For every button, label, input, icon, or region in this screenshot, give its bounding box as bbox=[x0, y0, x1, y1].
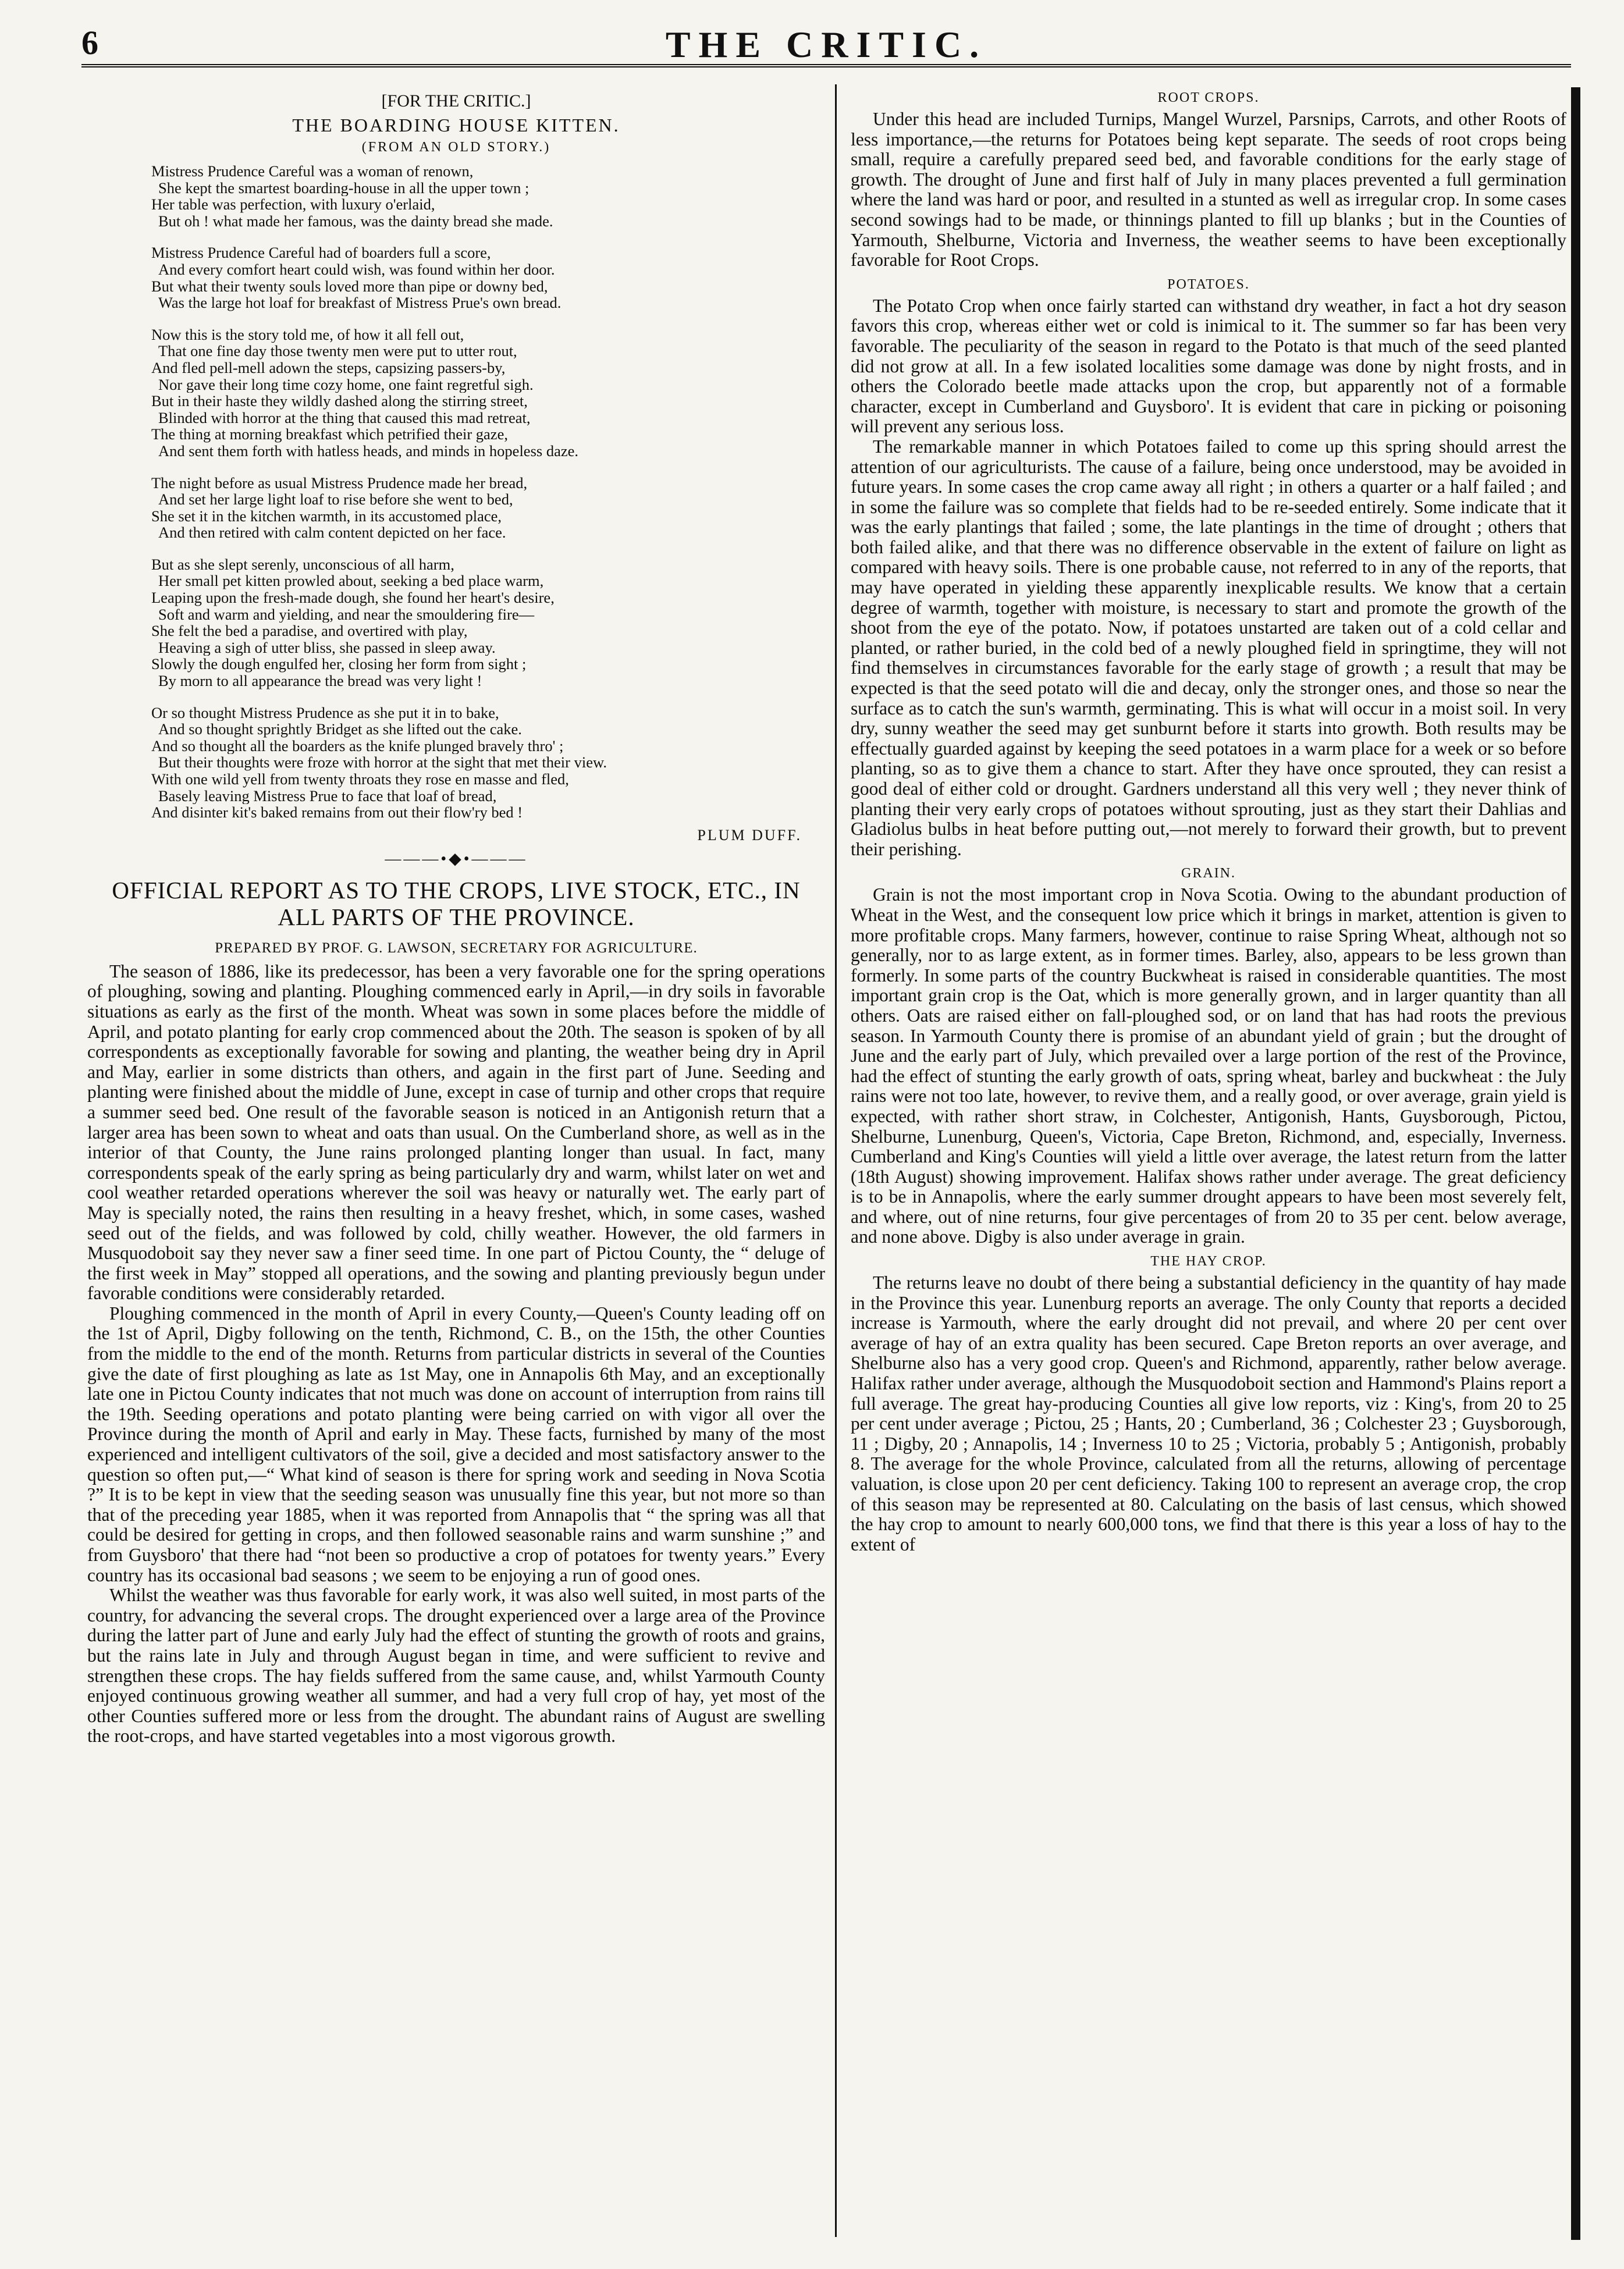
section-heading-root-crops: ROOT CROPS. bbox=[1157, 90, 1260, 105]
poem-line: But oh ! what made her famous, was the dainty bread she made. bbox=[158, 212, 553, 230]
poem-line: The thing at morning breakfast which petrified their gaze, bbox=[151, 426, 508, 443]
poem-line: Slowly the dough engulfed her, closing her form from sight ; bbox=[151, 656, 527, 673]
masthead: THE CRITIC. bbox=[665, 24, 987, 65]
section-ornament: ———•◆•——— bbox=[385, 849, 528, 868]
poem-line: But as she slept serenly, unconscious of all harm, bbox=[151, 556, 454, 573]
poem-line: Or so thought Mistress Prudence as she put it in to bake, bbox=[151, 704, 499, 721]
poem-line: And every comfort heart could wish, was found within her door. bbox=[158, 261, 555, 278]
poem-line: And set her large light loaf to rise before she went to bed, bbox=[158, 491, 513, 508]
page-number: 6 bbox=[81, 24, 98, 62]
poem-line: And fled pell-mell adown the steps, capsizing passers-by, bbox=[151, 359, 506, 376]
poem-line: And sent them forth with hatless heads, and minds in hopeless daze. bbox=[158, 442, 578, 460]
poem-line: That one fine day those twenty men were put to utter rout, bbox=[158, 343, 517, 360]
poem-line: Leaping upon the fresh-made dough, she found her heart's desire, bbox=[151, 589, 555, 606]
poem-line: Was the large hot loaf for breakfast of Mistress Prue's own bread. bbox=[158, 294, 562, 311]
poem-line: She set it in the kitchen warmth, in its accustomed place, bbox=[151, 507, 502, 525]
poem-line: But in their haste they wildly dashed along the stirring street, bbox=[151, 393, 528, 410]
binding-edge bbox=[1571, 87, 1580, 2240]
poem-stanza bbox=[151, 705, 825, 821]
poem-line: Basely leaving Mistress Prue to face that loaf of bread, bbox=[158, 787, 497, 805]
page-header bbox=[81, 23, 1571, 64]
header-rule bbox=[81, 64, 1571, 67]
section-heading-hay: THE HAY CROP. bbox=[1150, 1254, 1267, 1269]
poem-stanza bbox=[151, 475, 825, 541]
poem-for-line: [FOR THE CRITIC.] bbox=[381, 91, 531, 111]
poem-stanza bbox=[151, 326, 825, 460]
report-paragraph: Whilst the weather was thus favorable for early work, it was also well suited, in most parts of the country, for advancing the several crops. The drought experienced over a large area of the Province during the latter part of June and early July had the effect of stunting the growth of roots and grains, but the rains late in July and through August began in time, and were sufficient to revive and strengthen these crops. The hay fields suffered from the same cause, and, whilst Yarmouth County enjoyed continuous growing weather all summer, and had a very full crop of hay, yet most of the other Counties suffered more or less from the drought. The abundant rains of August are swelling the root-crops, and have started vegetables into a most vigorous growth. bbox=[87, 1585, 825, 1747]
section-heading-grain: GRAIN. bbox=[1181, 866, 1236, 881]
poem-line: Mistress Prudence Careful had of boarders full a score, bbox=[151, 244, 491, 261]
right-column bbox=[851, 87, 1566, 2240]
poem-line: Now this is the story told me, of how it all fell out, bbox=[151, 326, 464, 343]
poem-line: Her table was perfection, with luxury o'erlaid, bbox=[151, 196, 435, 213]
poem-line: And so thought all the boarders as the knife plunged bravely thro' ; bbox=[151, 737, 564, 755]
section-heading-potatoes: POTATOES. bbox=[1167, 276, 1250, 292]
poem-line: Mistress Prudence Careful was a woman of renown, bbox=[151, 163, 474, 180]
poem-stanza bbox=[151, 556, 825, 689]
poem-line: The night before as usual Mistress Prudence made her bread, bbox=[151, 474, 528, 492]
poem-stanza bbox=[151, 163, 825, 229]
poem-body bbox=[87, 163, 825, 821]
poem-signature: PLUM DUFF. bbox=[697, 826, 802, 844]
report-title: OFFICIAL REPORT AS TO THE CROPS, LIVE STOCK, ETC., IN ALL PARTS OF THE PROVINCE. bbox=[112, 876, 801, 930]
report-byline: PREPARED BY PROF. G. LAWSON, SECRETARY FOR AGRICULTURE. bbox=[215, 940, 698, 956]
report-paragraph: The season of 1886, like its predecessor, has been a very favorable one for the spring operations of ploughing, sowing and planting. Ploughing commenced early in April,—in dry soils in favorable situations as early as the first of the month. Wheat was sown in some places before the middle of April, and potato planting for early crop commenced about the 20th. The season is spoken of by all correspondents as exceptionally favorable for sowing and planting, the weather being dry in April and May, earlier in some districts than others, and again in the first part of June. Seeding and planting were finished about the middle of June, except in case of turnip and other crops that require a summer seed bed. One result of the favorable season is noticed in an Antigonish return that a larger area has been sown to wheat and oats than usual. On the Cumberland shore, as well as in the interior of that County, the June rains prolonged planting longer than usual. In fact, many correspondents speak of the early spring as being particularly dry and warm, whilst later on wet and cool weather retarded operations wherever the soil was heavy or naturally wet. The early part of May is specially noted, the rains then resulting in a heavy freshet, which, in some cases, washed seed out of the fields, and was followed by cold, chilly weather. However, the old farmers in Musquodoboit say they never saw a finer seed time. In one part of Pictou County, the “ deluge of the first week in May” stopped all operations, and the sowing and planting previously begun under favorable conditions were considerably retarded. bbox=[87, 961, 825, 1304]
poem-line: And disinter kit's baked remains from out their flow'ry bed ! bbox=[151, 804, 523, 821]
root-crops-paragraph: Under this head are included Turnips, Mangel Wurzel, Parsnips, Carrots, and other Roots of less importance,—the returns for Potatoes being kept separate. The seeds of root crops being small, require a carefully prepared seed bed, and favorable conditions for the early stage of growth. The drought of June and first half of July in many places prevented a full germination where the land was hard or poor, and resulted in a stunted as well as irregular crop. In some cases second sowings had to be made, or thinnings planted to fill up blanks ; but in the Counties of Yarmouth, Shelburne, Victoria and Inverness, the weather seems to have been exceptionally favorable for Root Crops. bbox=[851, 109, 1566, 271]
poem-line: And then retired with calm content depicted on her face. bbox=[158, 524, 506, 541]
grain-paragraph: Grain is not the most important crop in Nova Scotia. Owing to the abundant production of Wheat in the West, and the consequent low price which it brings in market, attention is given to more profitable crops. Many farmers, however, continue to raise Spring Wheat, although not so generally, nor to as large extent, as in former times. Barley, also, appears to be less grown than formerly. In some parts of the country Buckwheat is raised in considerable quantities. The most important grain crop is the Oat, which is more generally grown, and in larger quantity than all others. Oats are raised either on fall-ploughed sod, or on land that has had roots the previous season. In Yarmouth County there is promise of an abundant yield of grain ; but the drought of June and the early part of July, which prevailed over a large portion of the rest of the Province, had the effect of stunting the early growth of oats, spring wheat, barley and buckwheat : the July rains were not too late, however, to revive them, and a really good, or over average, grain yield is expected, with rather short straw, in Colchester, Antigonish, Hants, Guysborough, Pictou, Shelburne, Lunenburg, Queen's, Victoria, Cape Breton, Richmond, and, especially, Inverness. Cumberland and King's Counties will yield a little over average, the latest return from the latter (18th August) showing improvement. Halifax shows rather under average. The great deficiency is to be in Annapolis, where the early summer drought appears to have been most severely felt, and where, out of nine returns, four give percentages of from 20 to 35 per cent. below average, and none above. Digby is also under average in grain. bbox=[851, 884, 1566, 1247]
poem-line: Her small pet kitten prowled about, seeking a bed place warm, bbox=[158, 572, 544, 590]
poem-line: And so thought sprightly Bridget as she lifted out the cake. bbox=[158, 721, 522, 738]
poem-line: But what their twenty souls loved more than pipe or downy bed, bbox=[151, 278, 548, 295]
poem-stanza bbox=[151, 244, 825, 311]
poem-line: By morn to all appearance the bread was very light ! bbox=[158, 673, 482, 689]
poem-line: With one wild yell from twenty throats they rose en masse and fled, bbox=[151, 771, 569, 788]
potatoes-paragraph: The remarkable manner in which Potatoes failed to come up this spring should arrest the attention of our agriculturists. The cause of a failure, being once understood, may be avoided in future years. In some cases the crop came away all right ; in others a quarter or a half failed ; and in some the failure was so complete that fields had to be re-seeded entirely. Some indicate that it was the early plantings that failed ; some, the late plantings in the time of drought ; others that both failed alike, and that there was no difference observable in the extent of failure on light as compared with heavy soils. There is one probable cause, not referred to in any of the reports, that may have operated in yielding these apparently inexplicable results. We know that a certain degree of warmth, together with moisture, is necessary to start and promote the growth of the shoot from the eye of the potato. Now, if potatoes unstarted are taken out of a cold cellar and planted, or rather buried, in the cold bed of a newly ploughed field in springtime, they will not find themselves in circumstances favorable for the early stage of growth ; a result that may be expected is that the seed potato will die and decay, only the stronger ones, and those so near the surface as to catch the sun's warmth, germinating. This is what will occur in a moist soil. In very dry, sunny weather the seed may get sunburnt before it starts into growth. Both results may be effectually guarded against by keeping the seed potatoes in a warm place for a week or so before planting, so as to give them a chance to start. After they have once sprouted, they can resist a good deal of either cold or drought. Gardners understand all this very well ; they never think of planting their very early crops of potatoes without sprouting, just as they start their Dahlias and Gladiolus bulbs in heat before putting out,—not merely to forward their growth, but to prevent their perishing. bbox=[851, 436, 1566, 859]
poem-line: Heaving a sigh of utter bliss, she passed in sleep away. bbox=[158, 639, 496, 656]
poem-line: She kept the smartest boarding-house in all the upper town ; bbox=[158, 179, 530, 197]
poem-line: Soft and warm and yielding, and near the smouldering fire— bbox=[158, 606, 535, 623]
report-paragraph: Ploughing commenced in the month of April in every County,—Queen's County leading off on the 1st of April, Digby following on the tenth, Richmond, C. B., on the 15th, the other Counties from the middle to the end of the month. Returns from particular districts in several of the Counties give the date of first ploughing as late as 1st May, one in Annapolis 6th May, and an exceptionally late one in Pictou County indicates that not much was done on account of interruption from rains till the 19th. Seeding operations and potato planting were being carried on with vigor all over the Province during the month of April and early in May. These facts, furnished by many of the most experienced and intelligent cultivators of the soil, give a decided and most satisfactory answer to the question so often put,—“ What kind of season is there for spring work and seeding in Nova Scotia ?” It is to be kept in view that the seeding season was unusually fine this year, but not more so than that of the preceding year 1885, when it was reported from Annapolis that “ the spring was all that could be desired for getting in crops, and then followed seasonable rains and warm sunshine ;” and from Guysboro' that there had “not been so productive a crop of potatoes for twenty years.” Every country has its occasional bad seasons ; we seem to be enjoying a run of good ones. bbox=[87, 1303, 825, 1585]
poem-line: She felt the bed a paradise, and overtired with play, bbox=[151, 623, 468, 639]
poem-line: But their thoughts were froze with horror at the sight that met their view. bbox=[158, 754, 607, 771]
hay-paragraph: The returns leave no doubt of there being a substantial deficiency in the quantity of hay made in the Province this year. Lunenburg reports an average. The only County that reports a decided increase is Yarmouth, where the early drought did not prevail, and where 20 per cent over average of hay of an extra quality has been secured. Cape Breton reports an over average, and Shelburne also has a very good crop. Queen's and Richmond, apparently, rather below average. Halifax rather under average, although the Musquodoboit section and Hammond's Plains report a full average. The great hay-producing Counties all give low reports, viz : King's, from 20 to 25 per cent under average ; Pictou, 25 ; Hants, 20 ; Cumberland, 36 ; Colchester 23 ; Guysborough, 11 ; Digby, 20 ; Annapolis, 14 ; Inverness 10 to 25 ; Victoria, probably 5 ; Antigonish, probably 8. The average for the whole Province, calculated from all the returns, allowing of percentage valuation, is close upon 20 per cent deficiency. Taking 100 to represent an average crop, the crop of this season may be represented at 80. Calculating on the basis of last census, which showed the hay crop to amount to nearly 600,000 tons, we find that there is this year a loss of hay to the extent of bbox=[851, 1272, 1566, 1555]
potatoes-paragraph: The Potato Crop when once fairly started can withstand dry weather, in fact a hot dry season favors this crop, whereas either wet or cold is inimical to it. The summer so far has been very favorable. The peculiarity of the season in regard to the Potato is that much of the seed planted did not grow at all. In a few isolated localities some damage was done by night frosts, and in others the Colorado beetle made attacks upon the crop, but apparently not of a formable character, except in Cumberland and Guysboro'. It is evident that care in picking or poisoning will prevent any serious loss. bbox=[851, 295, 1566, 437]
poem-subtitle: (FROM AN OLD STORY.) bbox=[361, 140, 551, 155]
poem-line: Nor gave their long time cozy home, one faint regretful sigh. bbox=[158, 376, 534, 393]
poem-title: THE BOARDING HOUSE KITTEN. bbox=[292, 115, 620, 136]
poem-line: Blinded with horror at the thing that caused this mad retreat, bbox=[158, 409, 531, 426]
column-rule bbox=[835, 84, 837, 2237]
left-column bbox=[87, 87, 825, 2240]
